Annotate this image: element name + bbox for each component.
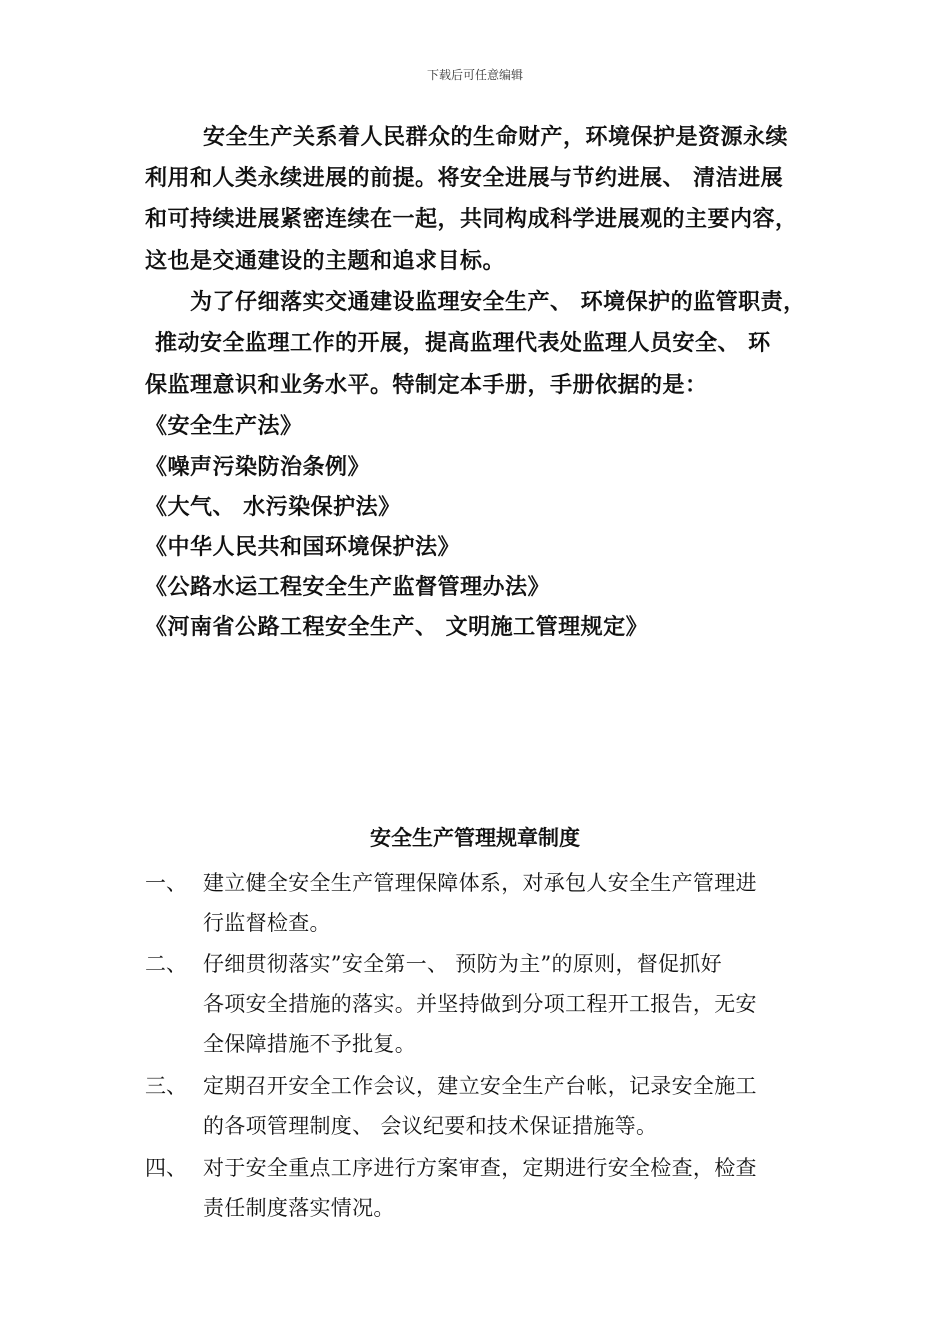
intro-line: 和可持续进展紧密连续在一起，共同构成科学进展观的主要内容， <box>145 206 798 232</box>
section-title: 安全生产管理规章制度 <box>370 825 580 850</box>
law-title: 《河南省公路工程安全生产、 文明施工管理规定》 <box>145 614 649 640</box>
intro-line: 为了仔细落实交通建设监理安全生产、 环境保护的监管职责， <box>190 289 806 315</box>
intro-line: 推动安全监理工作的开展，提高监理代表处监理人员安全、 环 <box>155 330 771 356</box>
rule-line: 责任制度落实情况。 <box>203 1196 395 1220</box>
rule-line: 行监督检查。 <box>203 911 331 935</box>
law-title: 《噪声污染防治条例》 <box>145 454 371 480</box>
rule-line: 建立健全安全生产管理保障体系，对承包人安全生产管理进 <box>203 871 757 895</box>
law-title: 《大气、 水污染保护法》 <box>145 494 401 520</box>
law-title: 《中华人民共和国环境保护法》 <box>145 534 461 560</box>
page-header: 下载后可任意编辑 <box>426 68 523 82</box>
rule-number: 二、 <box>145 952 187 976</box>
rule-line: 仔细贯彻落实”安全第一、 预防为主”的原则，督促抓好 <box>203 952 722 976</box>
rule-line: 的各项管理制度、 会议纪要和技术保证措施等。 <box>203 1114 658 1138</box>
rule-line: 全保障措施不予批复。 <box>203 1032 416 1056</box>
intro-line: 安全生产关系着人民群众的生命财产，环境保护是资源永续 <box>203 124 789 150</box>
rule-number: 一、 <box>145 871 187 895</box>
rule-line: 对于安全重点工序进行方案审查，定期进行安全检查，检查 <box>203 1156 757 1180</box>
rule-number: 三、 <box>145 1074 187 1098</box>
rule-line: 定期召开安全工作会议，建立安全生产台帐，记录安全施工 <box>203 1074 757 1098</box>
intro-line: 这也是交通建设的主题和追求目标。 <box>145 248 506 274</box>
law-title: 《安全生产法》 <box>145 413 303 439</box>
intro-line: 保监理意识和业务水平。特制定本手册，手册依据的是： <box>145 372 708 398</box>
law-title: 《公路水运工程安全生产监督管理办法》 <box>145 574 551 600</box>
intro-line: 利用和人类永续进展的前提。将安全进展与节约进展、 清洁进展 <box>145 165 784 191</box>
rule-number: 四、 <box>145 1156 187 1180</box>
rule-line: 各项安全措施的落实。并坚持做到分项工程开工报告，无安 <box>203 992 757 1016</box>
